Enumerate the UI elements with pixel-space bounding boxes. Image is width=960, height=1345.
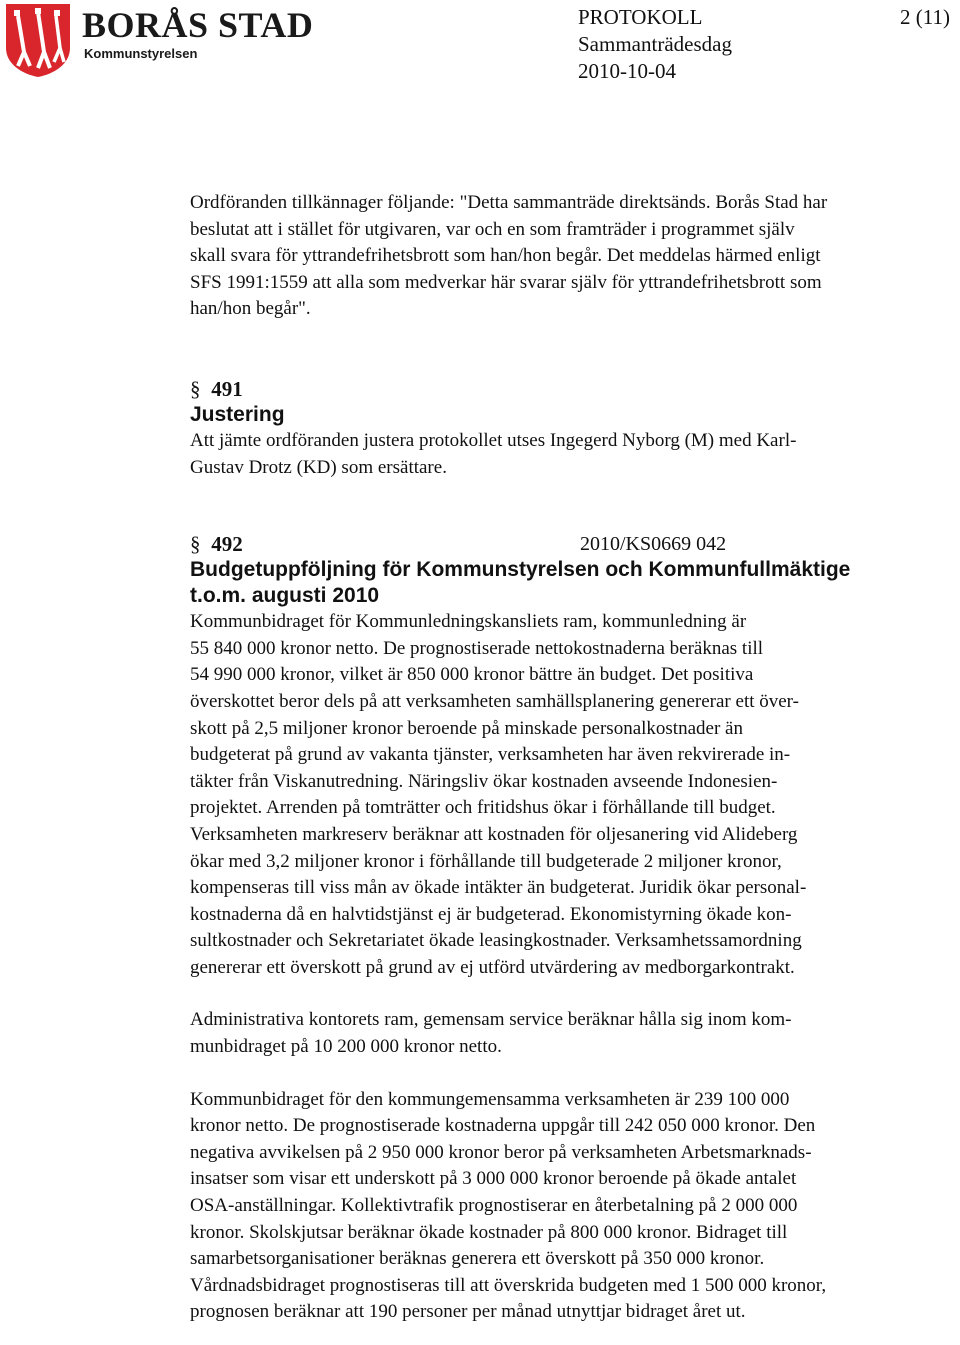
- document-body: [190, 190, 942, 1326]
- section-number: 491: [211, 376, 243, 401]
- logo-name: BORÅS STAD: [82, 5, 314, 45]
- text-line: SFS 1991:1559 att alla som medverkar här svarar själv för yttrandefrihetsbrott som: [190, 271, 822, 293]
- section-492: [190, 531, 942, 1326]
- section-title: Justering: [190, 402, 285, 426]
- boras-stad-logo: [4, 2, 314, 78]
- coat-of-arms-icon: [4, 2, 72, 78]
- text-line: sultkostnader och Sekretariatet ökade leasingkostnader. Verksamhetssamordning: [190, 930, 802, 952]
- text-line: 55 840 000 kronor netto. De prognostiserade nettokostnaderna beräknas till: [190, 637, 764, 659]
- page-number: 2 (11): [900, 5, 950, 29]
- diary-number: 2010/KS0669 042: [580, 533, 727, 556]
- text-line: 54 990 000 kronor, vilket är 850 000 kronor bättre än budget. Det positiva: [190, 664, 754, 686]
- text-line: genererar ett överskott på grund av ej utförd utvärdering av medborgarkontrakt.: [190, 956, 795, 978]
- text-line: insatser som visar ett underskott på 3 000 000 kronor beroende på ökade antalet: [190, 1168, 797, 1190]
- text-line: munbidraget på 10 200 000 kronor netto.: [190, 1036, 502, 1058]
- text-line: kronor. Skolskjutsar beräknar ökade kostnader på 800 000 kronor. Bidraget till: [190, 1221, 788, 1243]
- text-line: kompenseras till viss mån av ökade intäkter än budgeterat. Juridik ökar personal-: [190, 877, 807, 899]
- text-line: projektet. Arrenden på tomträtter och fritidshus ökar i förhållande till budget.: [190, 797, 776, 819]
- paragraph: [190, 1087, 942, 1326]
- paragraph: [190, 609, 942, 981]
- section-mark: §: [190, 532, 201, 557]
- text-line: Ordföranden tillkännager följande: "Detta sammanträde direktsänds. Borås Stad har: [190, 192, 828, 213]
- section-heading: [190, 531, 942, 557]
- section-491: [190, 376, 942, 481]
- text-line: skott på 2,5 miljoner kronor beroende på minskade personalkostnader än: [190, 717, 743, 739]
- text-line: Vårdnadsbidraget prognostiseras till att överskrida budgeten med 1 500 000 kronor,: [190, 1274, 827, 1296]
- meeting-label: Sammanträdesdag: [578, 32, 732, 56]
- text-line: han/hon begår".: [190, 298, 311, 320]
- text-line: kronor netto. De prognostiserade kostnaderna uppgår till 242 050 000 kronor. Den: [190, 1115, 816, 1137]
- paragraph: [190, 1007, 942, 1060]
- text-line: täkter från Viskanutredning. Näringsliv ökar kostnaden avseende Indonesien-: [190, 770, 778, 792]
- text-line: skall svara för yttrandefrihetsbrott som han/hon begår. Det meddelas härmed enligt: [190, 245, 821, 267]
- document-type: PROTOKOLL: [578, 5, 703, 29]
- text-line: negativa avvikelsen på 2 950 000 kronor beror på verksamheten Arbetsmarknads-: [190, 1141, 812, 1163]
- text-line: ökar med 3,2 miljoner kronor i förhållande till budgeterade 2 miljoner kronor,: [190, 850, 782, 872]
- section-mark: §: [190, 376, 201, 401]
- text-line: Kommunbidraget för den kommungemensamma verksamheten är 239 100 000: [190, 1088, 790, 1110]
- text-line: överskottet beror dels på att verksamheten samhällsplanering genererar ett över-: [190, 690, 799, 712]
- section-title: t.o.m. augusti 2010: [190, 584, 380, 608]
- text-line: samarbetsorganisationer beräknas generera ett överskott på 350 000 kronor.: [190, 1248, 765, 1270]
- text-line: Gustav Drotz (KD) som ersättare.: [190, 456, 447, 478]
- logo-subtitle: Kommunstyrelsen: [84, 46, 198, 61]
- text-line: Att jämte ordföranden justera protokollet utses Ingegerd Nyborg (M) med Karl-: [190, 429, 797, 451]
- section-number: 492: [211, 532, 243, 557]
- text-line: prognosen beräknar att 190 personer per månad utnyttjar bidraget året ut.: [190, 1301, 746, 1323]
- text-line: OSA-anställningar. Kollektivtrafik prognostiserar en återbetalning på 2 000 000: [190, 1195, 798, 1217]
- document-header: [578, 4, 732, 85]
- section-title: Budgetuppföljning för Kommunstyrelsen och Kommunfullmäktige: [190, 558, 851, 582]
- text-line: Verksamheten markreserv beräknar att kostnaden för oljesanering vid Alideberg: [190, 823, 798, 845]
- text-line: Kommunbidraget för Kommunledningskansliets ram, kommunledning är: [190, 611, 747, 633]
- meeting-date: 2010-10-04: [578, 59, 676, 83]
- text-line: budgeterat på grund av vakanta tjänster, verksamheten har även rekvirerade in-: [190, 744, 791, 766]
- text-line: Administrativa kontorets ram, gemensam service beräknar hålla sig inom kom-: [190, 1009, 792, 1031]
- intro-paragraph: [190, 190, 942, 323]
- text-line: beslutat att i stället för utgivaren, var och en som framträder i programmet själv: [190, 218, 795, 240]
- text-line: kostnaderna då en halvtidstjänst ej är budgeterad. Ekonomistyrning ökade kon-: [190, 903, 792, 925]
- section-heading: [190, 376, 942, 402]
